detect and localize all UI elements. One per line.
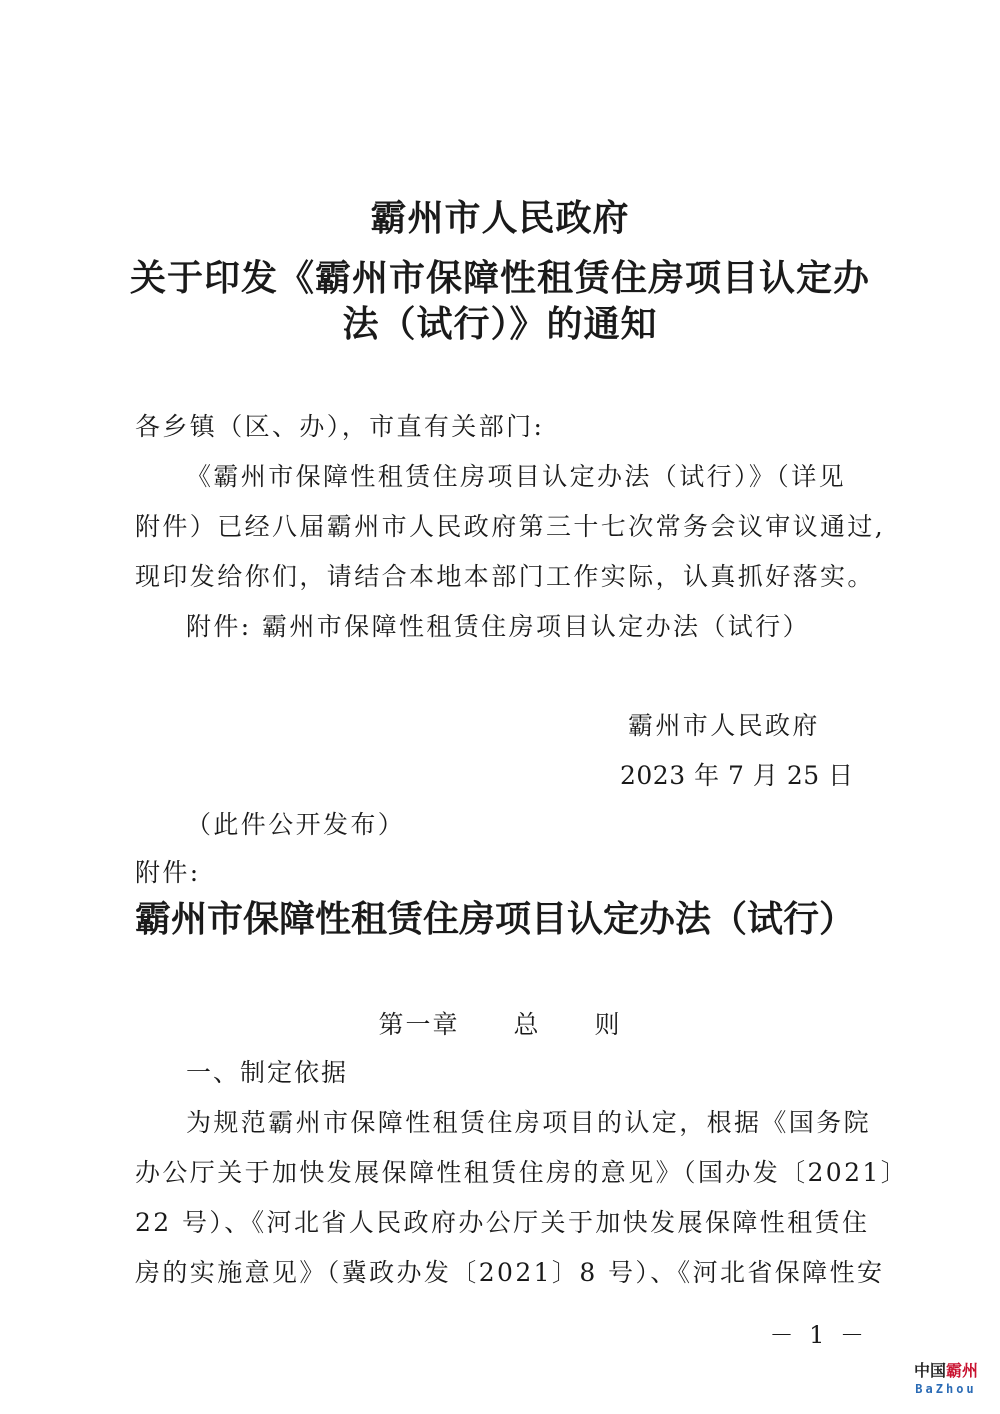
issue-date: 2023 年 7 月 25 日 [620, 761, 854, 790]
issuer-name: 霸州市人民政府 [628, 711, 820, 740]
notice-title-line1: 霸州市人民政府 [370, 197, 630, 239]
site-watermark-logo [914, 1362, 978, 1398]
attachment-title: 霸州市保障性租赁住房项目认定办法（试行） [135, 898, 856, 940]
watermark-text: 霸州 [945, 1361, 978, 1380]
body-paragraph-line: 22 号）、《河北省人民政府办公厅关于加快发展保障性租赁住 [135, 1208, 870, 1237]
attachment-label: 附件: [135, 858, 201, 887]
body-paragraph-line: 办公厅关于加快发展保障性租赁住房的意见》（国办发〔2021〕 [135, 1158, 909, 1187]
notice-title-line2: 关于印发《霸州市保障性租赁住房项目认定办 [129, 257, 870, 299]
section-heading: 一、制定依据 [186, 1058, 349, 1087]
body-paragraph-line: 房的实施意见》（冀政办发〔2021〕8 号）、《河北省保障性安 [135, 1258, 885, 1287]
publication-note: （此件公开发布） [186, 810, 406, 839]
watermark-text: 中国 [913, 1361, 946, 1380]
body-paragraph-line: 为规范霸州市保障性租赁住房项目的认定，根据《国务院 [186, 1108, 872, 1137]
body-paragraph-line: 《霸州市保障性租赁住房项目认定办法（试行）》（详见 [186, 462, 847, 491]
chapter-heading: 第一章 总 则 [378, 1010, 622, 1039]
watermark-subtext: BaZhou [915, 1382, 977, 1396]
attachment-note: 附件: 霸州市保障性租赁住房项目认定办法（试行） [186, 612, 810, 641]
body-paragraph-line: 附件）已经八届霸州市人民政府第三十七次常务会议审议通过, [135, 512, 886, 541]
body-paragraph-line: 现印发给你们，请结合本地本部门工作实际，认真抓好落实。 [135, 562, 875, 591]
page-number: － 1 － [769, 1321, 868, 1349]
notice-title-line3: 法（试行）》的通知 [342, 303, 658, 345]
salutation: 各乡镇（区、办），市直有关部门: [135, 412, 545, 441]
